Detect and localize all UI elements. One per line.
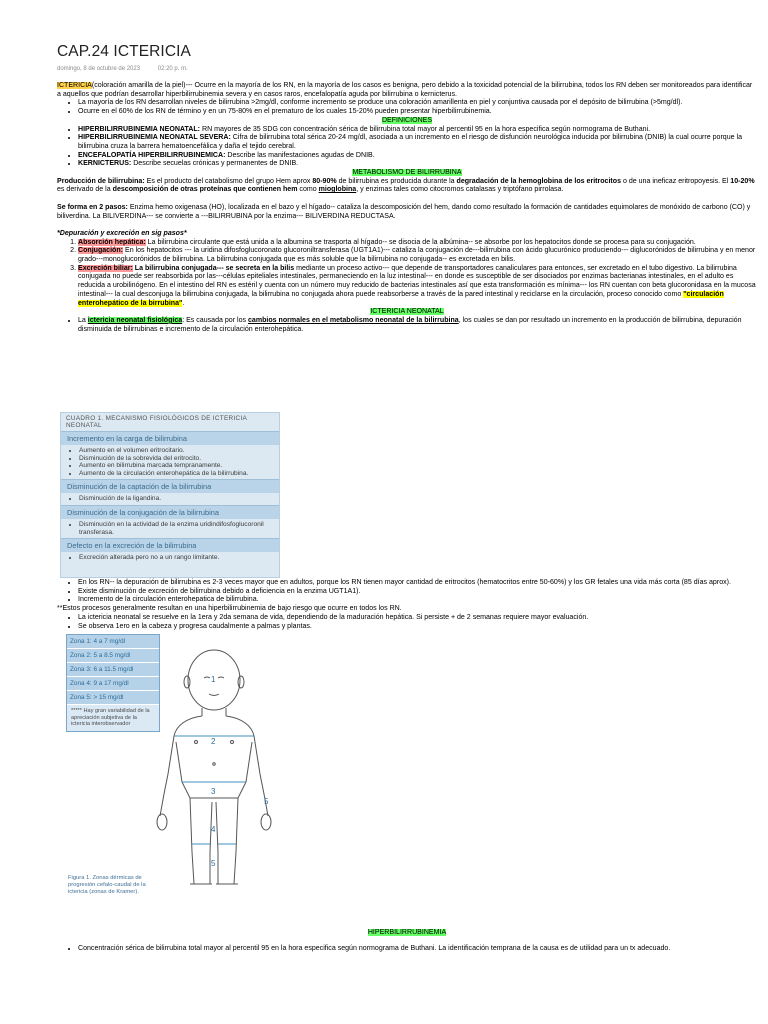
zone-number-3: 3: [211, 787, 216, 796]
after-note-list: [57, 614, 757, 631]
neonatal-heading: ICTERICIA NEONATAL: [370, 308, 444, 316]
steps-title: *Depuración y excreción en sig pasos*: [57, 229, 187, 237]
list-item: • Aumento en el volumen eritrocitario.: [79, 447, 273, 455]
note-paragraph: **Estos procesos generalmente resultan en una hiperbilirrubinemia de bajo riesgo que ocurre en todos los RN.: [57, 605, 402, 613]
produccion-paragraph: Producción de bilirrubina: Es el producto del catabolismo del grupo Hem aprox 80-90% de bilirrubina es producida durante la degradación de la hemoglobina de los eritrocitos o de una ineficaz eritropoyesis. El 10-20% es derivado de la descomposición de otras proteínas que contienen hem como mioglobina, y enzimas tales como citocromos catalasas y triptófano pirrolasa.: [57, 177, 755, 194]
definiciones-heading-row: [57, 117, 757, 126]
zone-label: Zona 1: 4 a 7 mg/dl: [67, 635, 159, 649]
zone-number-5: 5: [211, 859, 216, 868]
list-item: 3. Excreción biliar: La bilirrubina conjugada--- se secreta en la bilis mediante un proceso activo--- que depende de transportadores canaliculares para entonces, ser excretado en el tubo digestivo. La bilirrubina conjugada no puede ser reabsorbida por las---células epiteliales intestinales, permaneciendo en la luz intestinal--- en donde es susceptible de ser disociados por enzimas bacterianas intestinales, en el adulto es reducida a urobilinógeno. En el intestino del RN es estéril y cuenta con un número muy reducido de bacterias intestinales así que esta transformación es mínima--- los RN cuentan con beta glucoronidasa en la mucosa intestinal--- la cual desconjuga la bilirrubina conjugada, la bilirrubina no conjugada ahora puede reabsorberse a través de la pared intestinal y reciclarse en la circulación, proceso conocido como "circulación enterohepático de la birrubina".: [78, 265, 757, 309]
figure-caption: Figura 1. Zonas dérmicas de progresión cefalo-caudal de la ictericia (zonas de Kramer).: [68, 875, 146, 895]
neonatal-heading-row: [57, 308, 757, 317]
term-ictericia: ICTERICIA: [57, 82, 92, 89]
zones-legend: [66, 634, 160, 732]
definiciones-list: [57, 126, 757, 170]
figura-1-image: [60, 632, 298, 900]
definiciones-heading: DEFINICIONES: [381, 116, 433, 124]
list-item: • Disminución en la actividad de la enzima uridindifosfoglucoronil transferasa.: [79, 521, 273, 536]
list-item: • HIPERBILIRRUBINEMIA NEONATAL: RN mayores de 35 SDG con concentración sérica de bilirrubina total mayor al percentil 95 en la hora especifica según normograma de Buthani.: [78, 126, 757, 135]
list-item: • Incremento de la circulación enterohepatica de bilirrubina.: [78, 596, 757, 605]
list-item: • Excreción alterada pero no a un rango limitante.: [79, 554, 273, 562]
hiper-list: [57, 945, 757, 954]
list-item: • Ocurre en el 60% de los RN de término y en un 75-80% en el prematuro de los cuales 15-20% pueden presentar hiperbilirrubinemia.: [78, 108, 757, 117]
list-item: • Concentración sérica de bilirrubina total mayor al percentil 95 en la hora especifica según normograma de Buthani. La identificación temprana de la causa es de utilidad para un tx adecuado.: [78, 945, 757, 954]
after-cuadro-list: [57, 579, 757, 605]
list-item: • La ictericia neonatal fisiológica: Es causada por los cambios normales en el metabolismo neonatal de la bilirrubina, los cuales se dan por resultado un incremento en la producción de bilirrubina, depuración disminuida de bilirrubinas e incremento de la circulación enterohepática.: [78, 317, 757, 334]
intro-list: [57, 99, 757, 116]
cuadro-1-image: [60, 412, 280, 578]
list-item: • En los RN-- la depuración de bilirrubina es 2-3 veces mayor que en adultos, porque los RN tienen mayor cantidad de eritrocitos (hematocritos entre 50-60%) y los GR fetales una vida más corta (85 días aprox).: [78, 579, 757, 588]
hiper-heading-row: [57, 929, 757, 938]
zone-label: Zona 4: 9 a 17 mg/dl: [67, 677, 159, 691]
metabolismo-heading: METABOLISMO DE BILIRRUBINA: [352, 169, 462, 177]
list-item: 1. Absorción hepática: La bilirrubina circulante que está unida a la albumina se trasporta al hígado-- se disocia de la albúmina-- se absorbe por los hepatocitos donde se procesa para su conjugación.: [78, 239, 757, 248]
cuadro-section-head: Incremento en la carga de bilirrubina: [61, 431, 279, 445]
page-time: 02:20 p. m.: [157, 66, 188, 72]
document-body: [57, 82, 757, 334]
cuadro-section-list: [61, 519, 279, 538]
zone-number-5-hand: 5: [264, 797, 269, 806]
cuadro-section-list: [61, 445, 279, 479]
after-cuadro-text: [57, 579, 757, 631]
hiper-section: [57, 922, 757, 954]
list-item: • La mayoría de los RN desarrollan niveles de bilirrubina >2mg/dl, conforme incremento se produce una coloración amarillenta en piel y conjuntiva causada por el depósito de bilirrubina (>5mg/dl).: [78, 99, 757, 108]
zone-label: Zona 2: 5 a 8.5 mg/dl: [67, 649, 159, 663]
list-item: • KERNICTERUS: Describe secuelas crónicas y permanentes de DNIB.: [78, 160, 757, 169]
cuadro-section-list: [61, 493, 279, 505]
zone-label: Zona 5: > 15 mg/dl: [67, 691, 159, 705]
page-date: domingo, 8 de octubre de 2023: [57, 66, 141, 72]
cuadro-title: CUADRO 1. MECANISMO FISIOLÓGICOS DE ICTERICIA NEONATAL: [66, 415, 247, 429]
cuadro-section-head: Disminución de la captación de la bilirrubina: [61, 479, 279, 493]
metabolismo-heading-row: [57, 169, 757, 178]
list-item: • Se observa 1ero en la cabeza y progresa caudalmente a palmas y plantas.: [78, 623, 757, 632]
zone-note: ***** Hay gran variabilidad de la apreciación subjetiva de la ictericia interobservador: [71, 708, 150, 728]
list-item: • ENCEFALOPATÍA HIPERBILIRRUBINEMICA: Describe las manifestaciones agudas de DNIB.: [78, 152, 757, 161]
dos-pasos-paragraph: Se forma en 2 pasos: Enzima hemo oxigenasa (HO), localizada en el bazo y el hígado-- cataliza la descomposición del hem, dando como resultado la formación de cantidades equimolares de monóxido de carbono (CO) y biliverdina. La BILIVERDINA--- se convierte a ---BILIRRUBINA por la enzima--- BILIVERDINA REDUCTASA.: [57, 203, 751, 220]
page-meta: [57, 66, 188, 72]
steps-list: [57, 239, 757, 309]
zone-number-1: 1: [211, 675, 216, 684]
cuadro-section-list: [61, 552, 279, 564]
intro-paragraph: ICTERICIA(coloración amarilla de la piel)--- Ocurre en la mayoría de los RN, en la mayoría de los casos es benigna, pero debido a la toxicidad potencial de la bilirrubina, todos los RN deben ser monitoreados para identificar a aquellos que podrían desarrollar hiperbilirrubinemia severa y en casos raros, encefalopatía aguda por bilirrubina o kernicterus.: [57, 82, 753, 98]
cuadro-section-head: Disminución de la conjugación de la bilirrubina: [61, 505, 279, 519]
list-item: • Aumento de la circulación enterohepática de la bilirrubina.: [79, 470, 273, 478]
list-item: • Disminución de la sobrevida del eritrocito.: [79, 455, 273, 463]
neonatal-list: [57, 317, 757, 334]
list-item: • HIPERBILIRRUBINEMIA NEONATAL SEVERA: Cifra de bilirrubina total sérica 20-24 mg/dl, asociada a un incremento en el riesgo de disfunción neurológica inducida por bilirrubina (DNIB) la cual ocurre porque la bilirrubina cruza la barrera hematoencefálica y daña el tejido cerebral.: [78, 134, 757, 151]
zone-label: Zona 3: 6 a 11.5 mg/dl: [67, 663, 159, 677]
list-item: • La ictericia neonatal se resuelve en la 1era y 2da semana de vida, dependiendo de la maduración hepática. Si persiste + de 2 semanas requiere mayor evaluación.: [78, 614, 757, 623]
cuadro-section-head: Defecto en la excreción de la bilirrubina: [61, 538, 279, 552]
list-item: • Existe disminución de excreción de bilirrubina debido a deficiencia en la enzima UGT1A1).: [78, 588, 757, 597]
hiper-heading: HIPERBILIRRUBINEMIA: [367, 929, 447, 937]
list-item: • Disminución de la ligandina.: [79, 495, 273, 503]
page-title: CAP.24 ICTERICIA: [57, 43, 191, 60]
zone-number-4: 4: [211, 825, 216, 834]
list-item: 2. Conjugación: En los hepatocitos --- la uridina difosfoglucoronato glucoroniltransferasa (UGT1A1)--- cataliza la conjugación de---bilirrubina con ácido glucurónico produciendo--- diglucorónidos de bilirrubina y en menor grado---monoglucorónidos de bilirrubina. La bilirrubina conjugada que es más soluble que la bilirrubina no conjugada-- es excretada en bilis.: [78, 247, 757, 264]
list-item: • Aumento en bilirrubina marcada tempranamente.: [79, 462, 273, 470]
zone-number-2: 2: [211, 737, 216, 746]
infant-body-illustration: [152, 632, 298, 900]
